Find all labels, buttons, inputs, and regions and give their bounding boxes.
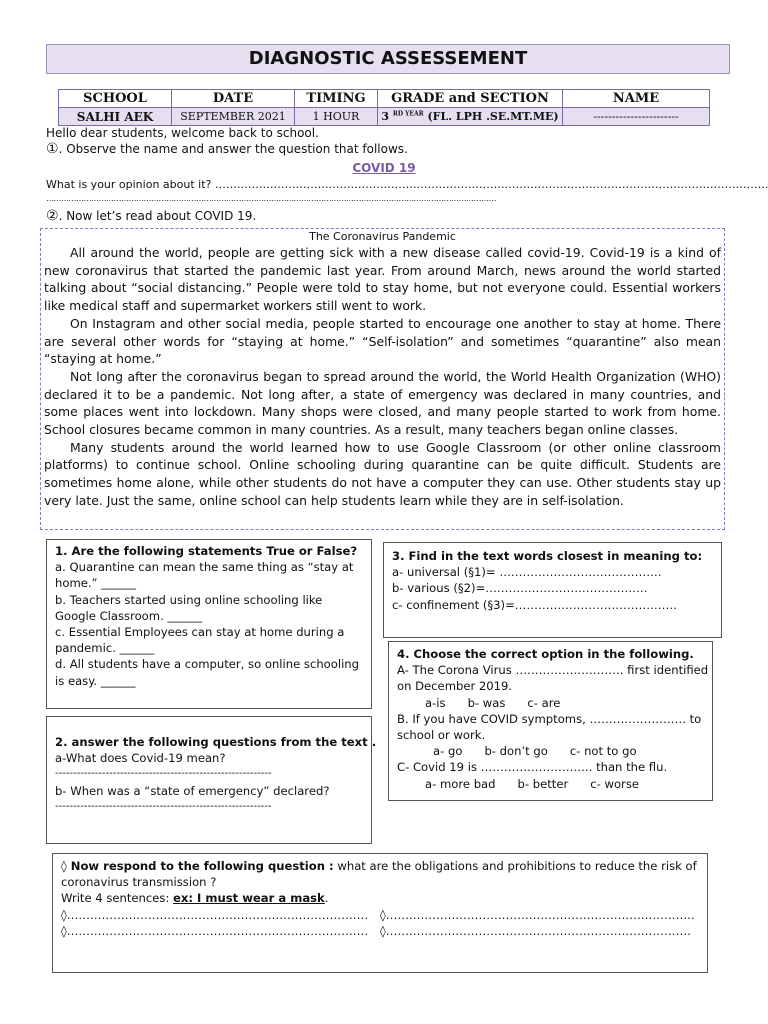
step2: ②. Now let’s read about COVID 19.	[46, 208, 257, 224]
step1-number: ①	[46, 141, 59, 157]
reading-passage	[40, 228, 725, 530]
paragraph-2: On Instagram and other social media, people started to encourage one another to stay at home. There are several other words for “staying at home.” “Self-isolation” and sometimes “quarantine” also mean “staying at home.”	[44, 315, 721, 367]
q1-line[interactable]: home.” ______	[55, 576, 137, 591]
option[interactable]: c- are	[527, 695, 561, 710]
step1: ①. Observe the name and answer the question that follows.	[46, 141, 408, 157]
date-value: SEPTEMBER 2021	[172, 108, 295, 126]
q4-b-line: school or work.	[397, 728, 486, 743]
q4-title: 4. Choose the correct option in the following.	[397, 647, 694, 661]
q1-line[interactable]: is easy. ______	[55, 673, 136, 688]
q4-a-options	[397, 695, 704, 711]
greeting: Hello dear students, welcome back to school.	[46, 126, 319, 140]
answer-blank[interactable]: ◊…………………………………………………………………….	[380, 923, 691, 938]
q1-line: b. Teachers started using online schooling like	[55, 592, 323, 607]
answer-blank[interactable]: ◊……………………………………………………………………..	[380, 907, 695, 922]
option[interactable]: b- was	[467, 695, 506, 710]
answer-row	[61, 923, 699, 939]
timing-value: 1 HOUR	[295, 108, 378, 126]
page-title: DIAGNOSTIC ASSESSEMENT	[46, 44, 730, 74]
final-instruction: Write 4 sentences: ex: I must wear a mask.	[61, 891, 329, 906]
q1-line: c. Essential Employees can stay at home during a	[55, 625, 345, 640]
opinion-question[interactable]: What is your opinion about it? …………………………………………………………………………………………………………………………………….	[46, 178, 768, 191]
answer-row	[61, 907, 699, 923]
question-4-box	[388, 641, 713, 801]
q2-line: b- When was a “state of emergency” declared?	[55, 783, 330, 798]
option[interactable]: a- go	[433, 744, 463, 759]
school-header: SCHOOL	[59, 90, 172, 108]
timing-header: TIMING	[295, 90, 378, 108]
q3-line[interactable]: b- various (§2)=……………………………………	[392, 581, 648, 596]
q4-b-options	[397, 743, 704, 759]
q4-a-line: on December 2019.	[397, 679, 513, 694]
q2-line: a-What does Covid-19 mean?	[55, 751, 226, 766]
paragraph-3: Not long after the coronavirus began to spread around the world, the World Health Organization (WHO) declared it to be a pandemic. Not long after, a state of emergency was declared in many countries, and some places went into lockdown. Many shops were closed, and many people started to work from home. School closures became common in many countries. As a result, many teachers began online classes.	[44, 368, 721, 438]
q4-b-line[interactable]: B. If you have COVID symptoms, ……………………. to	[397, 711, 702, 726]
date-header: DATE	[172, 90, 295, 108]
opinion-line[interactable]: ………………………………………………………………………………………………………………………………………………………………	[46, 194, 496, 203]
final-question-box	[52, 853, 708, 973]
option[interactable]: b- don’t go	[484, 744, 548, 759]
q2-answer-line[interactable]: ------------------------------------------------------------	[55, 800, 272, 812]
q1-line[interactable]: pandemic. ______	[55, 641, 155, 656]
name-field[interactable]: -----------------------	[563, 108, 710, 126]
option[interactable]: c- worse	[590, 776, 639, 791]
q1-line: a. Quarantine can mean the same thing as “stay at	[55, 560, 354, 575]
q2-title: 2. answer the following questions from the text .	[55, 735, 377, 749]
question-3-box	[383, 542, 722, 638]
name-header: NAME	[563, 90, 710, 108]
paragraph-4: Many students around the world learned how to use Google Classroom (or other online classroom platforms) to continue school. Online schooling during quarantine can be quite difficult. Students are sometimes home alone, while other students do not have a computer they can use. Other students stay up very late. Just the same, online school can help students learn while they are in self-isolation.	[44, 439, 721, 508]
question-1-box	[46, 539, 372, 709]
header-table	[58, 89, 710, 126]
step2-number: ②	[46, 208, 59, 224]
answer-blank[interactable]: ◊……………………………………………………………………	[61, 907, 369, 922]
q4-c-options	[397, 776, 704, 792]
answer-blank[interactable]: ◊……………………………………………………………………	[61, 923, 369, 938]
q3-line[interactable]: a- universal (§1)= ……………………………………	[392, 565, 662, 580]
option[interactable]: c- not to go	[569, 744, 637, 759]
final-prompt-line2: coronavirus transmission ?	[61, 875, 217, 890]
q4-c-line[interactable]: C- Covid 19 is ……………………….. than the flu.	[397, 760, 668, 775]
q1-line: d. All students have a computer, so online schooling	[55, 657, 360, 672]
option[interactable]: a- more bad	[425, 776, 496, 791]
grade-header: GRADE and SECTION	[378, 90, 563, 108]
option[interactable]: a-is	[425, 695, 446, 710]
grade-value: 3 $^{RD YEAR}$ (FL. LPH .SE.MT.ME)	[378, 108, 563, 126]
q4-a-line[interactable]: A- The Corona Virus ………………………. first identified	[397, 663, 709, 678]
covid-label: COVID 19	[352, 161, 416, 175]
question-2-box	[46, 716, 377, 844]
q1-line[interactable]: Google Classroom. ______	[55, 608, 203, 623]
q2-answer-line[interactable]: ------------------------------------------------------------	[55, 768, 272, 780]
option[interactable]: b- better	[517, 776, 569, 791]
final-prompt: ◊ Now respond to the following question : what are the obligations and prohibitions to reduce the risk of	[61, 859, 697, 873]
paragraph-1: All around the world, people are getting sick with a new disease called covid-19. Covid-19 is a kind of new coronavirus that started the pandemic last year. From around March, news around the world started talking about “social distancing.” People were told to stay home, but not everyone could. Essential workers like medical staff and supermarket workers still went to work.	[44, 245, 721, 314]
passage-heading: The Coronavirus Pandemic	[309, 230, 456, 243]
school-value: SALHI AEK	[59, 108, 172, 126]
q3-line[interactable]: c- confinement (§3)=……………………………………	[392, 597, 678, 612]
q3-title: 3. Find in the text words closest in meaning to:	[392, 549, 703, 563]
example-sentence: ex: I must wear a mask	[173, 891, 325, 906]
q1-title: 1. Are the following statements True or False?	[55, 544, 358, 558]
